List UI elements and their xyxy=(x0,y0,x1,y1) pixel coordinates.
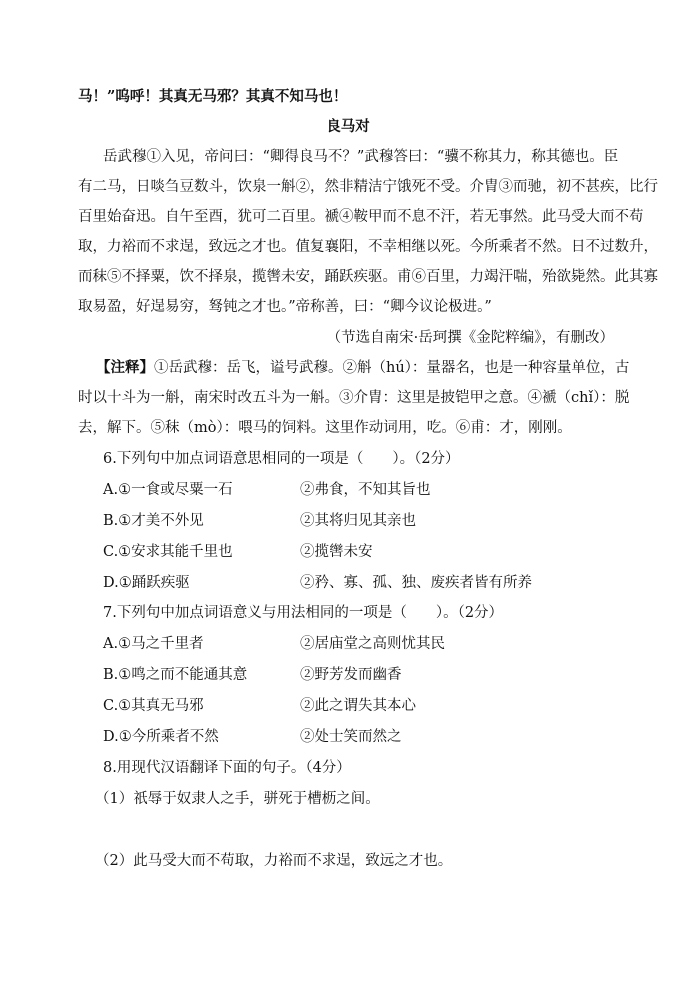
q6-option-c-2: ②揽辔未安 xyxy=(300,544,373,560)
q8-stem: 8.用现代汉语翻译下面的句子。（4分） xyxy=(103,760,351,776)
passage-line-4: 取，力裕而不求逞，致远之才也。值复襄阳，不幸相继以死。今所乘者不然。日不过数升， xyxy=(78,239,658,255)
passage-title: 良马对 xyxy=(326,118,370,135)
q7-option-d-1: D.①今所乘者不然 xyxy=(103,729,219,745)
q7-stem: 7.下列句中加点词语意义与用法相同的一项是（ ）。（2分） xyxy=(103,605,504,621)
passage-source: （节选自南宋·岳珂撰《金陀粹编》，有删改） xyxy=(326,330,614,346)
notes-line-3: 去，解下。⑤秣（mò）：喂马的饲料。这里作动词用，吃。⑥甫：才，刚刚。 xyxy=(78,420,572,436)
q6-option-d-1: D.①踊跃疾驱 xyxy=(103,575,190,591)
intro-line: 马！”呜呼！其真无马邪？其真不知马也！ xyxy=(78,88,348,105)
q7-option-b-1: B.①鸣之而不能通其意 xyxy=(103,667,248,683)
notes-text-1: ①岳武穆：岳飞，谥号武穆。②斛（hú）：量器名，也是一种容量单位，古 xyxy=(154,360,630,376)
q7-option-c-2: ②此之谓失其本心 xyxy=(300,698,416,714)
q7-option-a-2: ②居庙堂之高则忧其民 xyxy=(300,636,445,652)
q8-item-1: （1）祇辱于奴隶人之手，骈死于槽枥之间。 xyxy=(95,791,380,807)
q7-option-d-2: ②处士笑而然之 xyxy=(300,729,402,745)
notes-line-1 xyxy=(96,357,629,379)
q6-option-a-2: ②弗食，不知其旨也 xyxy=(300,482,431,498)
q6-option-d-2: ②矜、寡、孤、独、废疾者皆有所养 xyxy=(300,575,532,591)
passage-line-3: 百里始奋迅。自午至酉，犹可二百里。褫④鞍甲而不息不汗，若无事然。此马受大而不苟 xyxy=(78,209,644,225)
notes-label: 【注释】 xyxy=(96,359,154,376)
q6-option-b-1: B.①才美不外见 xyxy=(103,513,204,529)
q6-option-c-1: C.①安求其能千里也 xyxy=(103,544,233,560)
passage-line-2: 有二马，日啖刍豆数斗，饮泉一斛②，然非精洁宁饿死不受。介胄③而驰，初不甚疾，比行 xyxy=(78,179,658,195)
q7-option-a-1: A.①马之千里者 xyxy=(103,636,204,652)
notes-line-2: 时以十斗为一斛，南宋时改五斗为一斛。③介胄：这里是披铠甲之意。④褫（chǐ）：脱 xyxy=(78,390,630,406)
q6-stem: 6.下列句中加点词语意思相同的一项是（ ）。（2分） xyxy=(103,451,460,467)
q7-option-b-2: ②野芳发而幽香 xyxy=(300,667,402,683)
q7-option-c-1: C.①其真无马邪 xyxy=(103,698,204,714)
q8-item-2: （2）此马受大而不苟取，力裕而不求逞，致远之才也。 xyxy=(95,853,453,869)
passage-line-5: 而秣⑤不择粟，饮不择泉，揽辔未安，踊跃疾驱。甫⑥百里，力竭汗喘，殆欲毙然。此其寡 xyxy=(78,269,658,285)
q6-option-a-1: A.①一食或尽粟一石 xyxy=(103,482,233,498)
passage-line-1: 岳武穆①入见，帝问曰：“卿得良马不？”武穆答曰：“骥不称其力，称其德也。臣 xyxy=(103,149,619,165)
passage-line-6: 取易盈，好逞易穷，驽钝之才也。”帝称善，曰：“卿今议论极进。” xyxy=(78,299,492,315)
q6-option-b-2: ②其将归见其亲也 xyxy=(300,513,416,529)
